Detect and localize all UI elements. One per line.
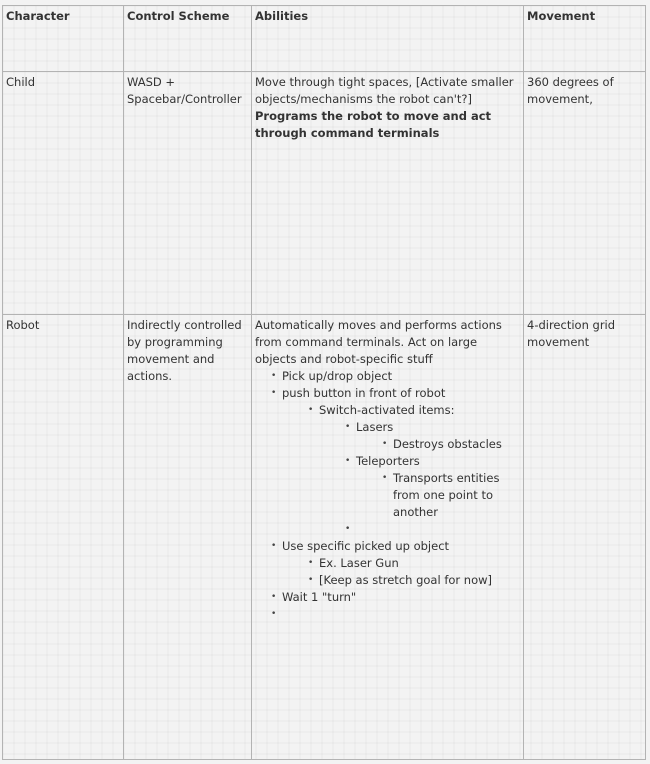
header-movement: Movement bbox=[524, 6, 646, 72]
nested-list bbox=[319, 419, 520, 538]
child-movement-cell: 360 degrees of movement, bbox=[524, 72, 646, 315]
list-item bbox=[356, 419, 520, 453]
child-abilities-text: Move through tight spaces, [Activate smaller objects/mechanisms the robot can't?] bbox=[255, 75, 514, 106]
robot-character-cell: Robot bbox=[3, 315, 124, 760]
list-item bbox=[319, 402, 520, 538]
robot-control-cell: Indirectly controlled by programming movement and actions. bbox=[124, 315, 252, 760]
child-character-cell: Child bbox=[3, 72, 124, 315]
list-item-label: Lasers bbox=[356, 420, 394, 434]
header-character: Character bbox=[3, 6, 124, 72]
nested-list bbox=[356, 436, 520, 453]
robot-abilities-list bbox=[255, 368, 520, 623]
list-item: • Wait 1 "turn" bbox=[282, 589, 520, 606]
robot-abilities-cell bbox=[252, 315, 524, 760]
list-item: • Pick up/drop object bbox=[282, 368, 520, 385]
list-item: • Transports entities from one point to another bbox=[393, 470, 520, 521]
list-item-label: push button in front of robot bbox=[282, 386, 446, 400]
list-item-empty bbox=[356, 521, 520, 538]
list-item bbox=[282, 538, 520, 589]
robot-movement-cell: 4-direction grid movement bbox=[524, 315, 646, 760]
table-row-child bbox=[3, 72, 646, 315]
child-abilities-cell bbox=[252, 72, 524, 315]
list-item-label: Switch-activated items: bbox=[319, 403, 455, 417]
list-item-empty bbox=[282, 606, 520, 623]
table-row-robot bbox=[3, 315, 646, 760]
list-item: • Ex. Laser Gun bbox=[319, 555, 520, 572]
child-abilities-bold-text: Programs the robot to move and act through command terminals bbox=[255, 109, 492, 140]
list-item-label: Teleporters bbox=[356, 454, 420, 468]
nested-list bbox=[282, 402, 520, 538]
nested-list bbox=[282, 555, 520, 589]
list-item bbox=[282, 385, 520, 538]
list-item bbox=[356, 453, 520, 521]
nested-list bbox=[356, 470, 520, 521]
list-item: • Destroys obstacles bbox=[393, 436, 520, 453]
header-abilities: Abilities bbox=[252, 6, 524, 72]
child-control-cell: WASD + Spacebar/Controller bbox=[124, 72, 252, 315]
list-item-label: Use specific picked up object bbox=[282, 539, 450, 553]
robot-abilities-intro: Automatically moves and performs actions from command terminals. Act on large objects and robot-specific stuff bbox=[255, 318, 502, 366]
list-item: • [Keep as stretch goal for now] bbox=[319, 572, 520, 589]
character-table bbox=[2, 5, 646, 760]
header-control-scheme: Control Scheme bbox=[124, 6, 252, 72]
header-row bbox=[3, 6, 646, 72]
